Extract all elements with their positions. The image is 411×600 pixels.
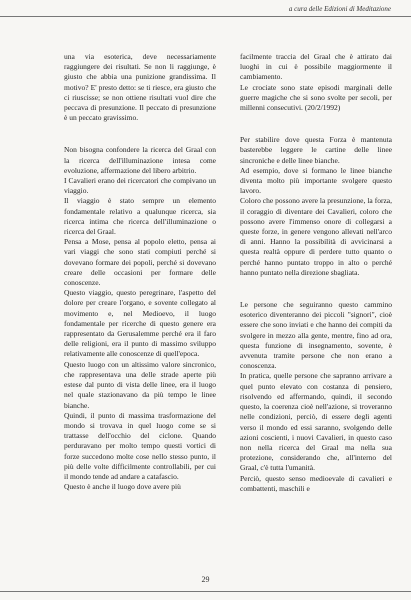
paragraph: una via esoterica, deve necessariamente raggiungere dei risultati. Se non li raggiunge, è giusto che abbia una punizione grandissima. Il motivo? E' presto detto: se ti riesce, era giusto che ci riuscisse; se non ottiene risultati vuol dire che peccava di presunzione. Il peccato di presunzione è un peccato gravissimo.: [64, 52, 216, 123]
paragraph: Non bisogna confondere la ricerca del Graal con la ricerca dell'illuminazione intesa come evoluzione, affermazione del libero arbitrio.: [64, 145, 216, 175]
footer-rule: [0, 591, 411, 592]
paragraph: Quindi, il punto di massima trasformazione del mondo si trovava in quel luogo come se si trattasse dell'occhio del ciclone. Quando perduravano per molto tempo questi vortici di forze succedono molte cose nello stesso punto, il più delle volte difficilmente controllabili, per cui il mondo tende ad andare a catafascio.: [64, 410, 216, 481]
paragraph: Per stabilire dove questa Forza è mantenuta basterebbe leggere le cartine delle linee sincroniche e delle linee bianche.: [240, 135, 392, 165]
paragraph: facilmente traccia del Graal che è attirato dai luoghi in cui è possibile maggiormente il cambiamento.: [240, 52, 392, 82]
paragraph: Pensa a Mose, pensa al popolo eletto, pensa ai vari viaggi che sono stati compiuti perché si dovevano formare dei popoli, perché si dovevano creare delle occasioni per formare delle conoscenze.: [64, 237, 216, 288]
paragraph: Il viaggio è stato sempre un elemento fondamentale relativo a qualunque ricerca, sia ricerca intima che ricerca dell'illuminazione o ricerca del Graal.: [64, 196, 216, 237]
running-header: a cura delle Edizioni di Meditazione: [288, 5, 391, 13]
paragraph: Questo viaggio, questo peregrinare, l'aspetto del dolore per creare l'organo, e sovente collegato al movimento e, nel Medioevo, il luogo fondamentale per ricerche di questo genere era rappresentato da Gerusalemme perché era il faro delle religioni, era il punto di massimo sviluppo relativamente alle conoscenze di quell'epoca.: [64, 288, 216, 359]
paragraph: In pratica, quelle persone che sapranno arrivare a quel punto elevato con costanza di pensiero, risolvendo ed affermando, quindi, il secondo questo, la coerenza cioè nell'azione, si troveranno nelle condizioni, perciò, di essere degli agenti verso il mondo ed essi saranno, svolgendo delle azioni coscienti, i nuovi Cavalieri, in questo caso non nella ricerca del Graal ma nella sua protezione, considerando che, all'interno del Graal, c'è tutta l'umanità.: [240, 371, 392, 473]
paragraph: I Cavalieri erano dei ricercatori che compivano un viaggio.: [64, 176, 216, 196]
paragraph: Questo luogo con un altissimo valore sincronico, che rappresentava una delle strade aperte più estese dal punto di vista delle linee, era il luogo nel quale stazionavano da più tempo le linee bianche.: [64, 359, 216, 410]
page-number: 29: [201, 575, 210, 584]
header-rule: [0, 16, 411, 17]
paragraph: Coloro che possono avere la presunzione, la forza, il coraggio di diventare dei Cavalieri, coloro che possono avere l'immenso onore di collegarsi a queste forze, in genere vengono allevati nell'arco di anni. Hanno la possibilità di avvicinarsi a questa realtà oppure di perdere tutto quanto o perché hanno puntato troppo in alto o perché hanno puntato nella direzione sbagliata.: [240, 196, 392, 277]
paragraph: Le crociate sono state episodi marginali delle guerre magiche che si sono svolte per secoli, per millenni consecutivi. (20/2/1992): [240, 82, 392, 113]
left-column: [64, 52, 216, 492]
paragraph: Questo è anche il luogo dove avere più: [64, 482, 181, 492]
paragraph: Perciò, questo senso medioevale di cavalieri e combattenti, maschili e: [240, 473, 392, 493]
right-column: [240, 52, 392, 494]
paragraph: Ad esempio, dove si formano le linee bianche diventa molto più importante svolgere questo lavoro.: [240, 165, 392, 196]
paragraph: Le persone che seguiranno questo cammino esoterico diventeranno dei piccoli "signori", cioè essere che sono inviati e che hanno dei compiti da svolgere in mezzo alla gente, mentre, fino ad ora, questa funzione di insegnamento, sovente, è avvenuta tramite persone che non erano a conoscenza.: [240, 300, 392, 371]
